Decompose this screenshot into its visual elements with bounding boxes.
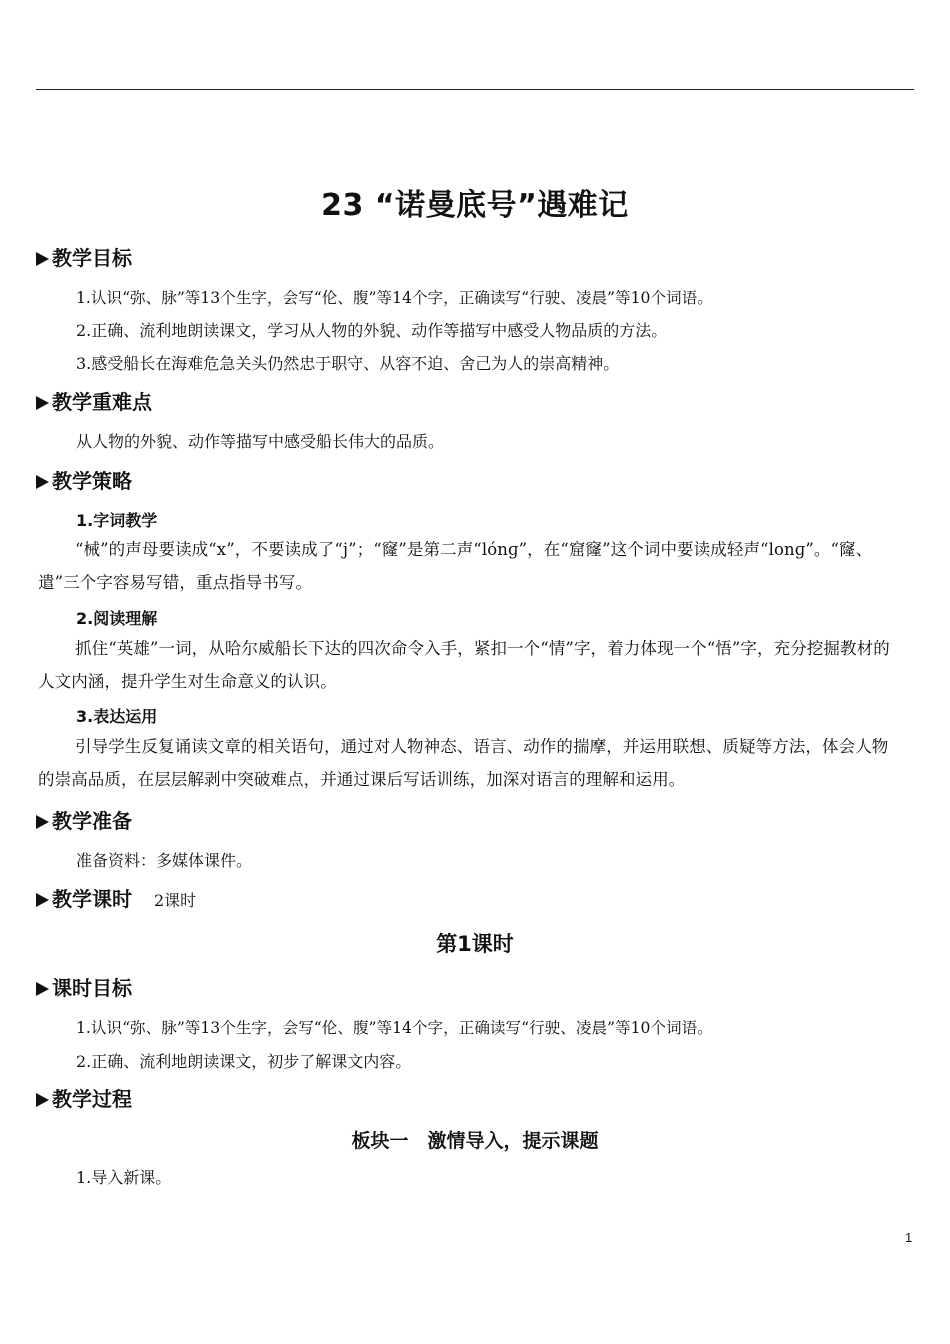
strategy-paragraph: 抓住“英雄”一词，从哈尔威船长下达的四次命令入手，紧扣一个“情”字，着力体现一个“悟”字，充分挖掘教材的人文内涵，提升学生对生命意义的认识。 xyxy=(38,639,890,691)
lesson-goal-item: 1.认识“弥、脉”等13个生字，会写“伦、腹”等14个字，正确读写“行驶、凌晨”等10个词语。 xyxy=(76,1019,713,1037)
section-heading-strategy xyxy=(36,465,132,494)
header-rule xyxy=(36,89,914,90)
lesson-heading: 第1课时 xyxy=(436,932,514,956)
document-title: 23 “诺曼底号”遇难记 xyxy=(321,188,629,223)
strategy-subheading: 3.表达运用 xyxy=(76,707,158,726)
triangle-bullet-icon xyxy=(36,1093,49,1107)
goal-item: 3.感受船长在海难危急关头仍然忠于职守、从容不迫、舍己为人的崇高精神。 xyxy=(76,354,620,373)
section-heading-text: 教学过程 xyxy=(52,1087,132,1111)
page-number: 1 xyxy=(905,1230,913,1245)
prep-text: 准备资料：多媒体课件。 xyxy=(76,851,253,870)
strategy-paragraph: 引导学生反复诵读文章的相关语句，通过对人物神态、语言、动作的揣摩，并运用联想、质疑等方法，体会人物的崇高品质，在层层解剥中突破难点，并通过课后写话训练，加深对语言的理解和运用。 xyxy=(38,737,889,789)
triangle-bullet-icon xyxy=(36,475,49,489)
process-step: 1.导入新课。 xyxy=(76,1168,172,1187)
lesson-goal-item: 2.正确、流利地朗读课文，初步了解课文内容。 xyxy=(76,1052,412,1071)
strategy-paragraph: “械”的声母要读成“x”，不要读成了“j”；“窿”是第二声“lónɡ”，在“窟窿”这个词中要读成轻声“lonɡ”。“窿、遣”三个字容易写错，重点指导书写。 xyxy=(38,540,873,592)
section-heading-prep xyxy=(36,805,132,834)
section-heading-text: 教学准备 xyxy=(52,809,132,833)
triangle-bullet-icon xyxy=(36,893,49,907)
section-heading-text: 教学课时 xyxy=(52,887,132,911)
section-heading-lesson-goals xyxy=(36,972,132,1001)
section-heading-hours xyxy=(36,883,196,912)
key-points-text: 从人物的外貌、动作等描写中感受船长伟大的品质。 xyxy=(76,432,445,451)
triangle-bullet-icon xyxy=(36,815,49,829)
section-heading-goals xyxy=(36,242,132,271)
hours-value: 2课时 xyxy=(154,891,197,910)
strategy-subheading: 2.阅读理解 xyxy=(76,609,158,628)
triangle-bullet-icon xyxy=(36,396,49,410)
triangle-bullet-icon xyxy=(36,982,49,996)
section-heading-process xyxy=(36,1083,132,1112)
goal-item: 1.认识“弥、脉”等13个生字，会写“伦、腹”等14个字，正确读写“行驶、凌晨”等10个词语。 xyxy=(76,289,713,307)
section-heading-text: 教学重难点 xyxy=(52,390,152,414)
triangle-bullet-icon xyxy=(36,252,49,266)
strategy-subheading: 1.字词教学 xyxy=(76,511,158,530)
block-heading: 板块一 激情导入，提示课题 xyxy=(351,1130,599,1152)
section-heading-text: 课时目标 xyxy=(52,976,132,1000)
section-heading-key-points xyxy=(36,386,152,415)
section-heading-text: 教学目标 xyxy=(52,246,132,270)
goal-item: 2.正确、流利地朗读课文，学习从人物的外貌、动作等描写中感受人物品质的方法。 xyxy=(76,321,668,340)
section-heading-text: 教学策略 xyxy=(52,469,132,493)
